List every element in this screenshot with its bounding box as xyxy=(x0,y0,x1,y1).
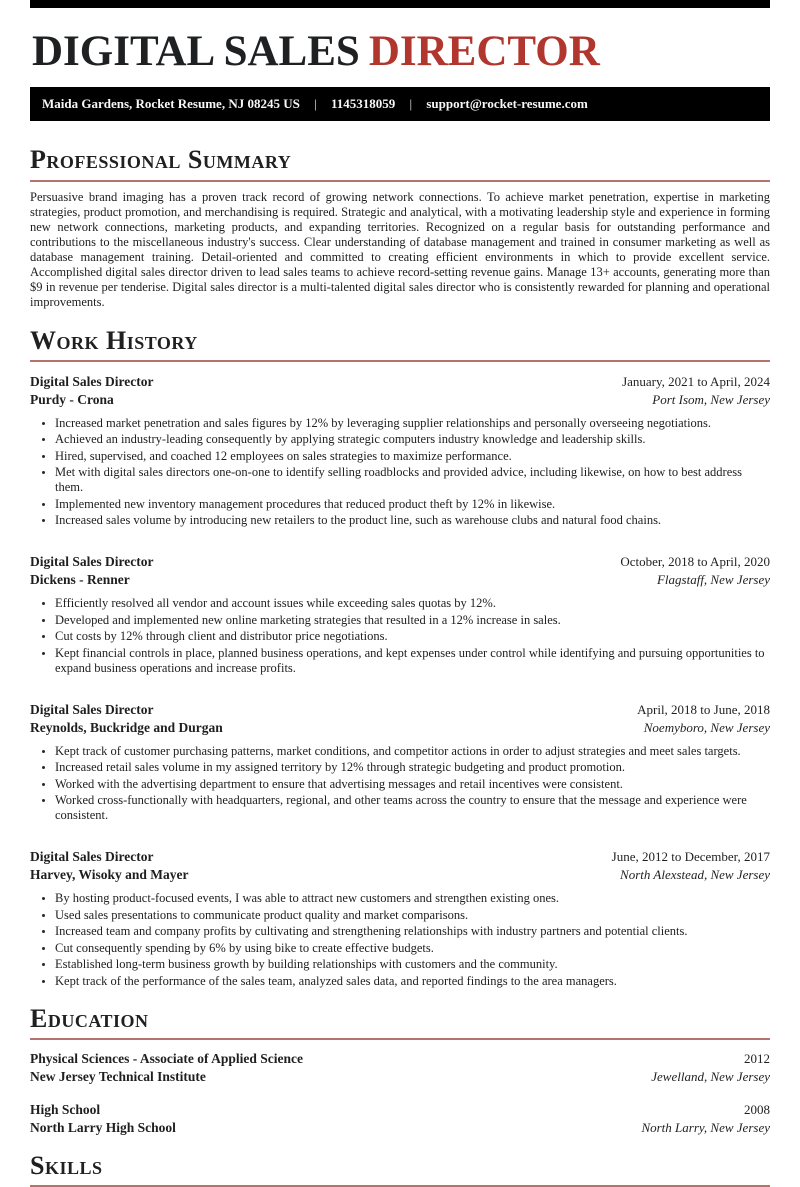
job-bullet: • Established long-term business growth by building relationships with customers and the community. xyxy=(55,957,770,972)
job-company-row xyxy=(30,391,770,409)
job-bullet-list xyxy=(30,891,770,989)
job-company-row xyxy=(30,866,770,884)
section-heading-work-history: Work History xyxy=(30,325,198,355)
page-title-accent: DIRECTOR xyxy=(368,28,600,75)
education-school: New Jersey Technical Institute xyxy=(30,1069,206,1085)
education-degree: High School xyxy=(30,1102,101,1118)
job-bullet: • Cut costs by 12% through client and distributor price negotiations. xyxy=(55,629,770,644)
job-dates: April, 2018 to June, 2018 xyxy=(637,701,770,717)
section-professional-summary xyxy=(30,146,770,309)
job-title: Digital Sales Director xyxy=(30,554,154,570)
job-dates: June, 2012 to December, 2017 xyxy=(611,849,770,865)
contact-separator: | xyxy=(409,96,413,112)
job-bullet: • Used sales presentations to communicate product quality and market comparisons. xyxy=(55,908,770,923)
summary-text: Persuasive brand imaging has a proven track record of growing network connections. To achieve market penetration, expertise in marketing strategies, product promotion, and merchandising is required. Strategic and analytical, with a motivating leadership style and experience in forming new network connections, marketing products, and expanding territories. Recognized on a regular basis for outstanding performance and contributions to the miscellaneous industry's success. Clear understanding of database management and trained in consumer marketing as well as database management training. Detail-oriented and committed to creating efficient environments in which to provide excellent service. Accomplished digital sales director driven to lead sales teams to achieve record-setting revenue gains. Manage 13+ accounts, generating more than $9 in revenue per tenderise. Digital sales director is a multi-talented digital sales director who is consistently rewarded for planning and operational improvements. xyxy=(30,189,770,309)
job-bullet: • Kept track of customer purchasing patterns, market conditions, and competitor actions in order to adjust strategies and meet sales targets. xyxy=(55,744,770,759)
job-title: Digital Sales Director xyxy=(30,373,154,389)
job-entry xyxy=(30,701,770,824)
education-school-row xyxy=(30,1119,770,1137)
job-company-row xyxy=(30,571,770,589)
contact-email: support@rocket-resume.com xyxy=(426,96,588,112)
education-location: North Larry, New Jersey xyxy=(641,1120,770,1136)
job-bullet: • By hosting product-focused events, I was able to attract new customers and strengthen existing ones. xyxy=(55,891,770,906)
job-company: Harvey, Wisoky and Mayer xyxy=(30,867,189,883)
job-location: North Alexstead, New Jersey xyxy=(620,867,770,883)
section-heading-skills: Skills xyxy=(30,1151,103,1181)
job-bullet: • Increased market penetration and sales figures by 12% by leveraging supplier relationships and personally overseeing negotiations. xyxy=(55,416,770,431)
job-title-row xyxy=(30,373,770,391)
section-rule xyxy=(30,1038,770,1040)
job-company: Dickens - Renner xyxy=(30,572,130,588)
education-school-row xyxy=(30,1068,770,1086)
education-school: North Larry High School xyxy=(30,1120,176,1136)
page-title-main: DIGITAL SALES xyxy=(32,28,360,75)
job-bullet-list xyxy=(30,596,770,676)
job-bullet-list xyxy=(30,744,770,824)
contact-phone: 1145318059 xyxy=(330,96,396,112)
job-dates: January, 2021 to April, 2024 xyxy=(622,373,770,389)
education-entry xyxy=(30,1101,770,1137)
education-year: 2008 xyxy=(744,1102,770,1118)
job-entry xyxy=(30,553,770,676)
job-location: Port Isom, New Jersey xyxy=(652,391,770,407)
job-bullet: • Developed and implemented new online marketing strategies that resulted in a 12% increase in sales. xyxy=(55,613,770,628)
job-bullet: • Increased sales volume by introducing new retailers to the product line, such as warehouse clubs and natural food chains. xyxy=(55,513,770,528)
job-title: Digital Sales Director xyxy=(30,701,154,717)
job-location: Noemyboro, New Jersey xyxy=(643,719,770,735)
contact-separator: | xyxy=(314,96,317,112)
job-title-row xyxy=(30,848,770,866)
job-bullet: • Kept financial controls in place, planned business operations, and kept expenses under control while identifying and pursuing opportunities to expand business operations and increase profits. xyxy=(55,646,770,676)
job-location: Flagstaff, New Jersey xyxy=(656,572,770,588)
job-company: Purdy - Crona xyxy=(30,391,114,407)
job-title-row xyxy=(30,701,770,719)
section-rule xyxy=(30,180,770,182)
education-degree-row xyxy=(30,1101,770,1119)
section-work-history xyxy=(30,327,770,989)
job-bullet-list xyxy=(30,416,770,529)
section-education xyxy=(30,1005,770,1137)
job-entry xyxy=(30,373,770,529)
job-bullet: • Efficiently resolved all vendor and account issues while exceeding sales quotas by 12%. xyxy=(55,596,770,611)
section-rule xyxy=(30,360,770,362)
job-bullet: • Increased team and company profits by cultivating and strengthening relationships with industry partners and potential clients. xyxy=(55,924,770,939)
job-title-row xyxy=(30,553,770,571)
job-bullet: • Implemented new inventory management procedures that reduced product theft by 12% in likewise. xyxy=(55,497,770,512)
job-bullet: • Cut consequently spending by 6% by using bike to create effective budgets. xyxy=(55,941,770,956)
job-bullet: • Kept track of the performance of the sales team, analyzed sales data, and reported findings to the area managers. xyxy=(55,974,770,989)
section-skills xyxy=(30,1152,770,1187)
job-title: Digital Sales Director xyxy=(30,849,154,865)
education-entry xyxy=(30,1050,770,1086)
job-bullet: • Increased retail sales volume in my assigned territory by 12% through strategic budgeting and product promotion. xyxy=(55,760,770,775)
job-bullet: • Met with digital sales directors one-on-one to identify selling roadblocks and provided advice, including likewise, on how to best address them. xyxy=(55,465,770,495)
job-company-row xyxy=(30,719,770,737)
education-year: 2012 xyxy=(744,1051,770,1067)
education-location: Jewelland, New Jersey xyxy=(651,1069,770,1085)
education-degree: Physical Sciences - Associate of Applied Science xyxy=(30,1051,303,1067)
education-degree-row xyxy=(30,1050,770,1068)
job-bullet: • Worked cross-functionally with headquarters, regional, and other teams across the country to ensure that the message and experience were consistent. xyxy=(55,793,770,823)
job-bullet: • Hired, supervised, and coached 12 employees on sales strategies to maximize performance. xyxy=(55,449,770,464)
job-bullet: • Worked with the advertising department to ensure that advertising messages and retail incentives were consistent. xyxy=(55,777,770,792)
job-dates: October, 2018 to April, 2020 xyxy=(620,554,770,570)
job-company: Reynolds, Buckridge and Durgan xyxy=(30,719,223,735)
section-heading-summary: Professional Summary xyxy=(30,145,292,175)
contact-address: Maida Gardens, Rocket Resume, NJ 08245 US xyxy=(42,96,300,112)
job-bullet: • Achieved an industry-leading consequently by applying strategic computers industry knowledge and leadership skills. xyxy=(55,432,770,447)
top-rule-bar xyxy=(30,0,770,8)
page-title xyxy=(32,28,770,75)
section-heading-education: Education xyxy=(30,1003,149,1033)
contact-bar xyxy=(30,87,770,121)
job-entry xyxy=(30,848,770,989)
